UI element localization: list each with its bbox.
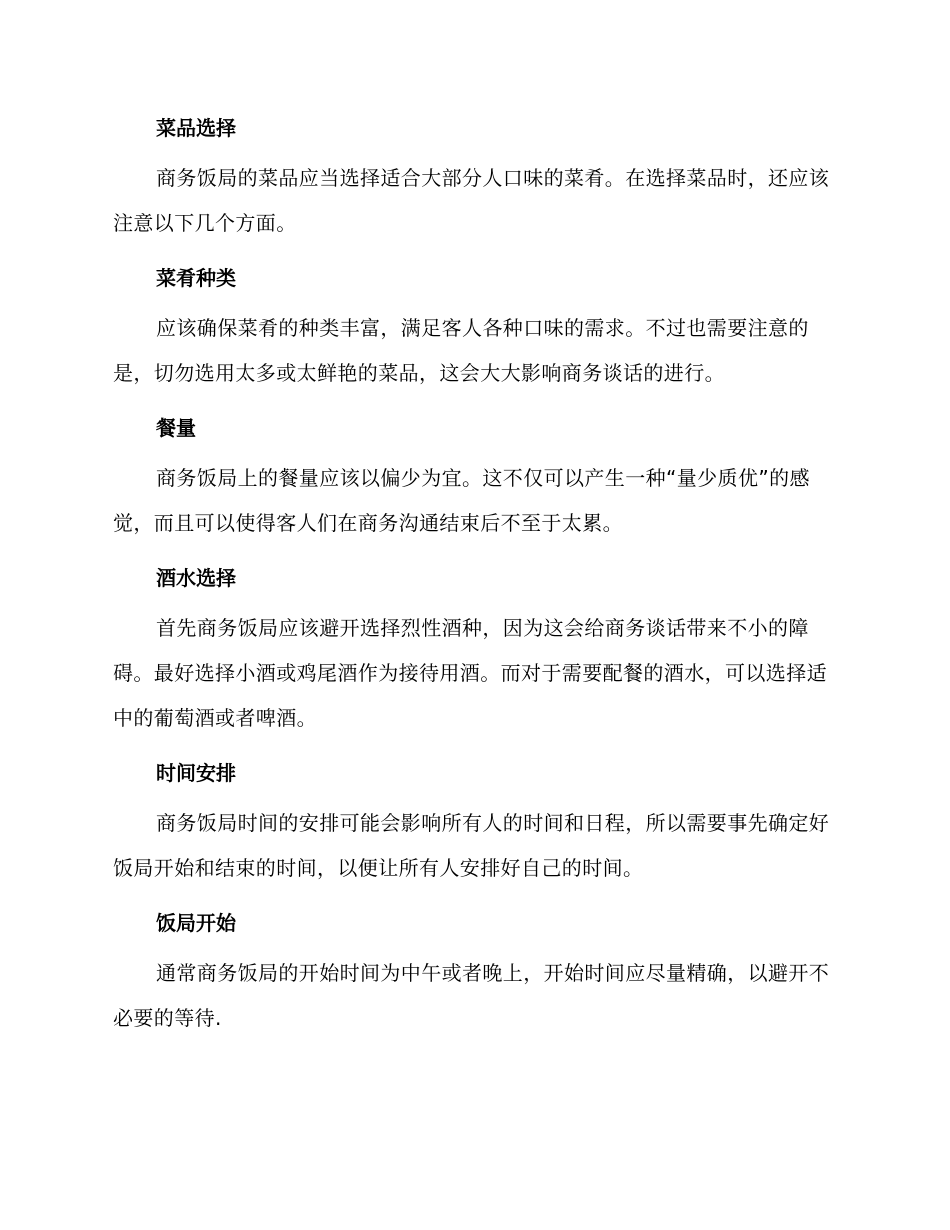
section-paragraph: 首先商务饭局应该避开选择烈性酒种，因为这会给商务谈话带来不小的障碍。最好选择小酒或鸡尾酒作为接待用酒。而对于需要配餐的酒水，可以选择适中的葡萄酒或者啤酒。 — [113, 616, 827, 730]
section-dish-selection — [113, 112, 833, 246]
section-paragraph: 通常商务饭局的开始时间为中午或者晚上，开始时间应尽量精确，以避开不必要的等待. — [113, 961, 830, 1030]
document-page — [113, 112, 833, 1057]
section-portion — [113, 412, 833, 546]
section-heading: 菜肴种类 — [156, 266, 236, 290]
section-paragraph: 商务饭局的菜品应当选择适合大部分人口味的菜肴。在选择菜品时，还应该注意以下几个方面。 — [113, 166, 830, 235]
section-heading: 菜品选择 — [156, 116, 236, 140]
section-start — [113, 907, 833, 1041]
section-dish-variety — [113, 262, 833, 396]
section-heading: 餐量 — [156, 416, 196, 440]
section-paragraph: 商务饭局上的餐量应该以偏少为宜。这不仅可以产生一种“量少质优”的感觉，而且可以使得客人们在商务沟通结束后不至于太累。 — [113, 466, 810, 535]
section-paragraph: 商务饭局时间的安排可能会影响所有人的时间和日程，所以需要事先确定好饭局开始和结束的时间，以便让所有人安排好自己的时间。 — [113, 811, 830, 880]
section-heading: 时间安排 — [156, 761, 236, 785]
section-heading: 酒水选择 — [156, 566, 236, 590]
section-drinks — [113, 562, 833, 741]
section-paragraph: 应该确保菜肴的种类丰富，满足客人各种口味的需求。不过也需要注意的是，切勿选用太多或太鲜艳的菜品，这会大大影响商务谈话的进行。 — [113, 316, 809, 385]
section-timing — [113, 757, 833, 891]
section-heading: 饭局开始 — [156, 911, 236, 935]
